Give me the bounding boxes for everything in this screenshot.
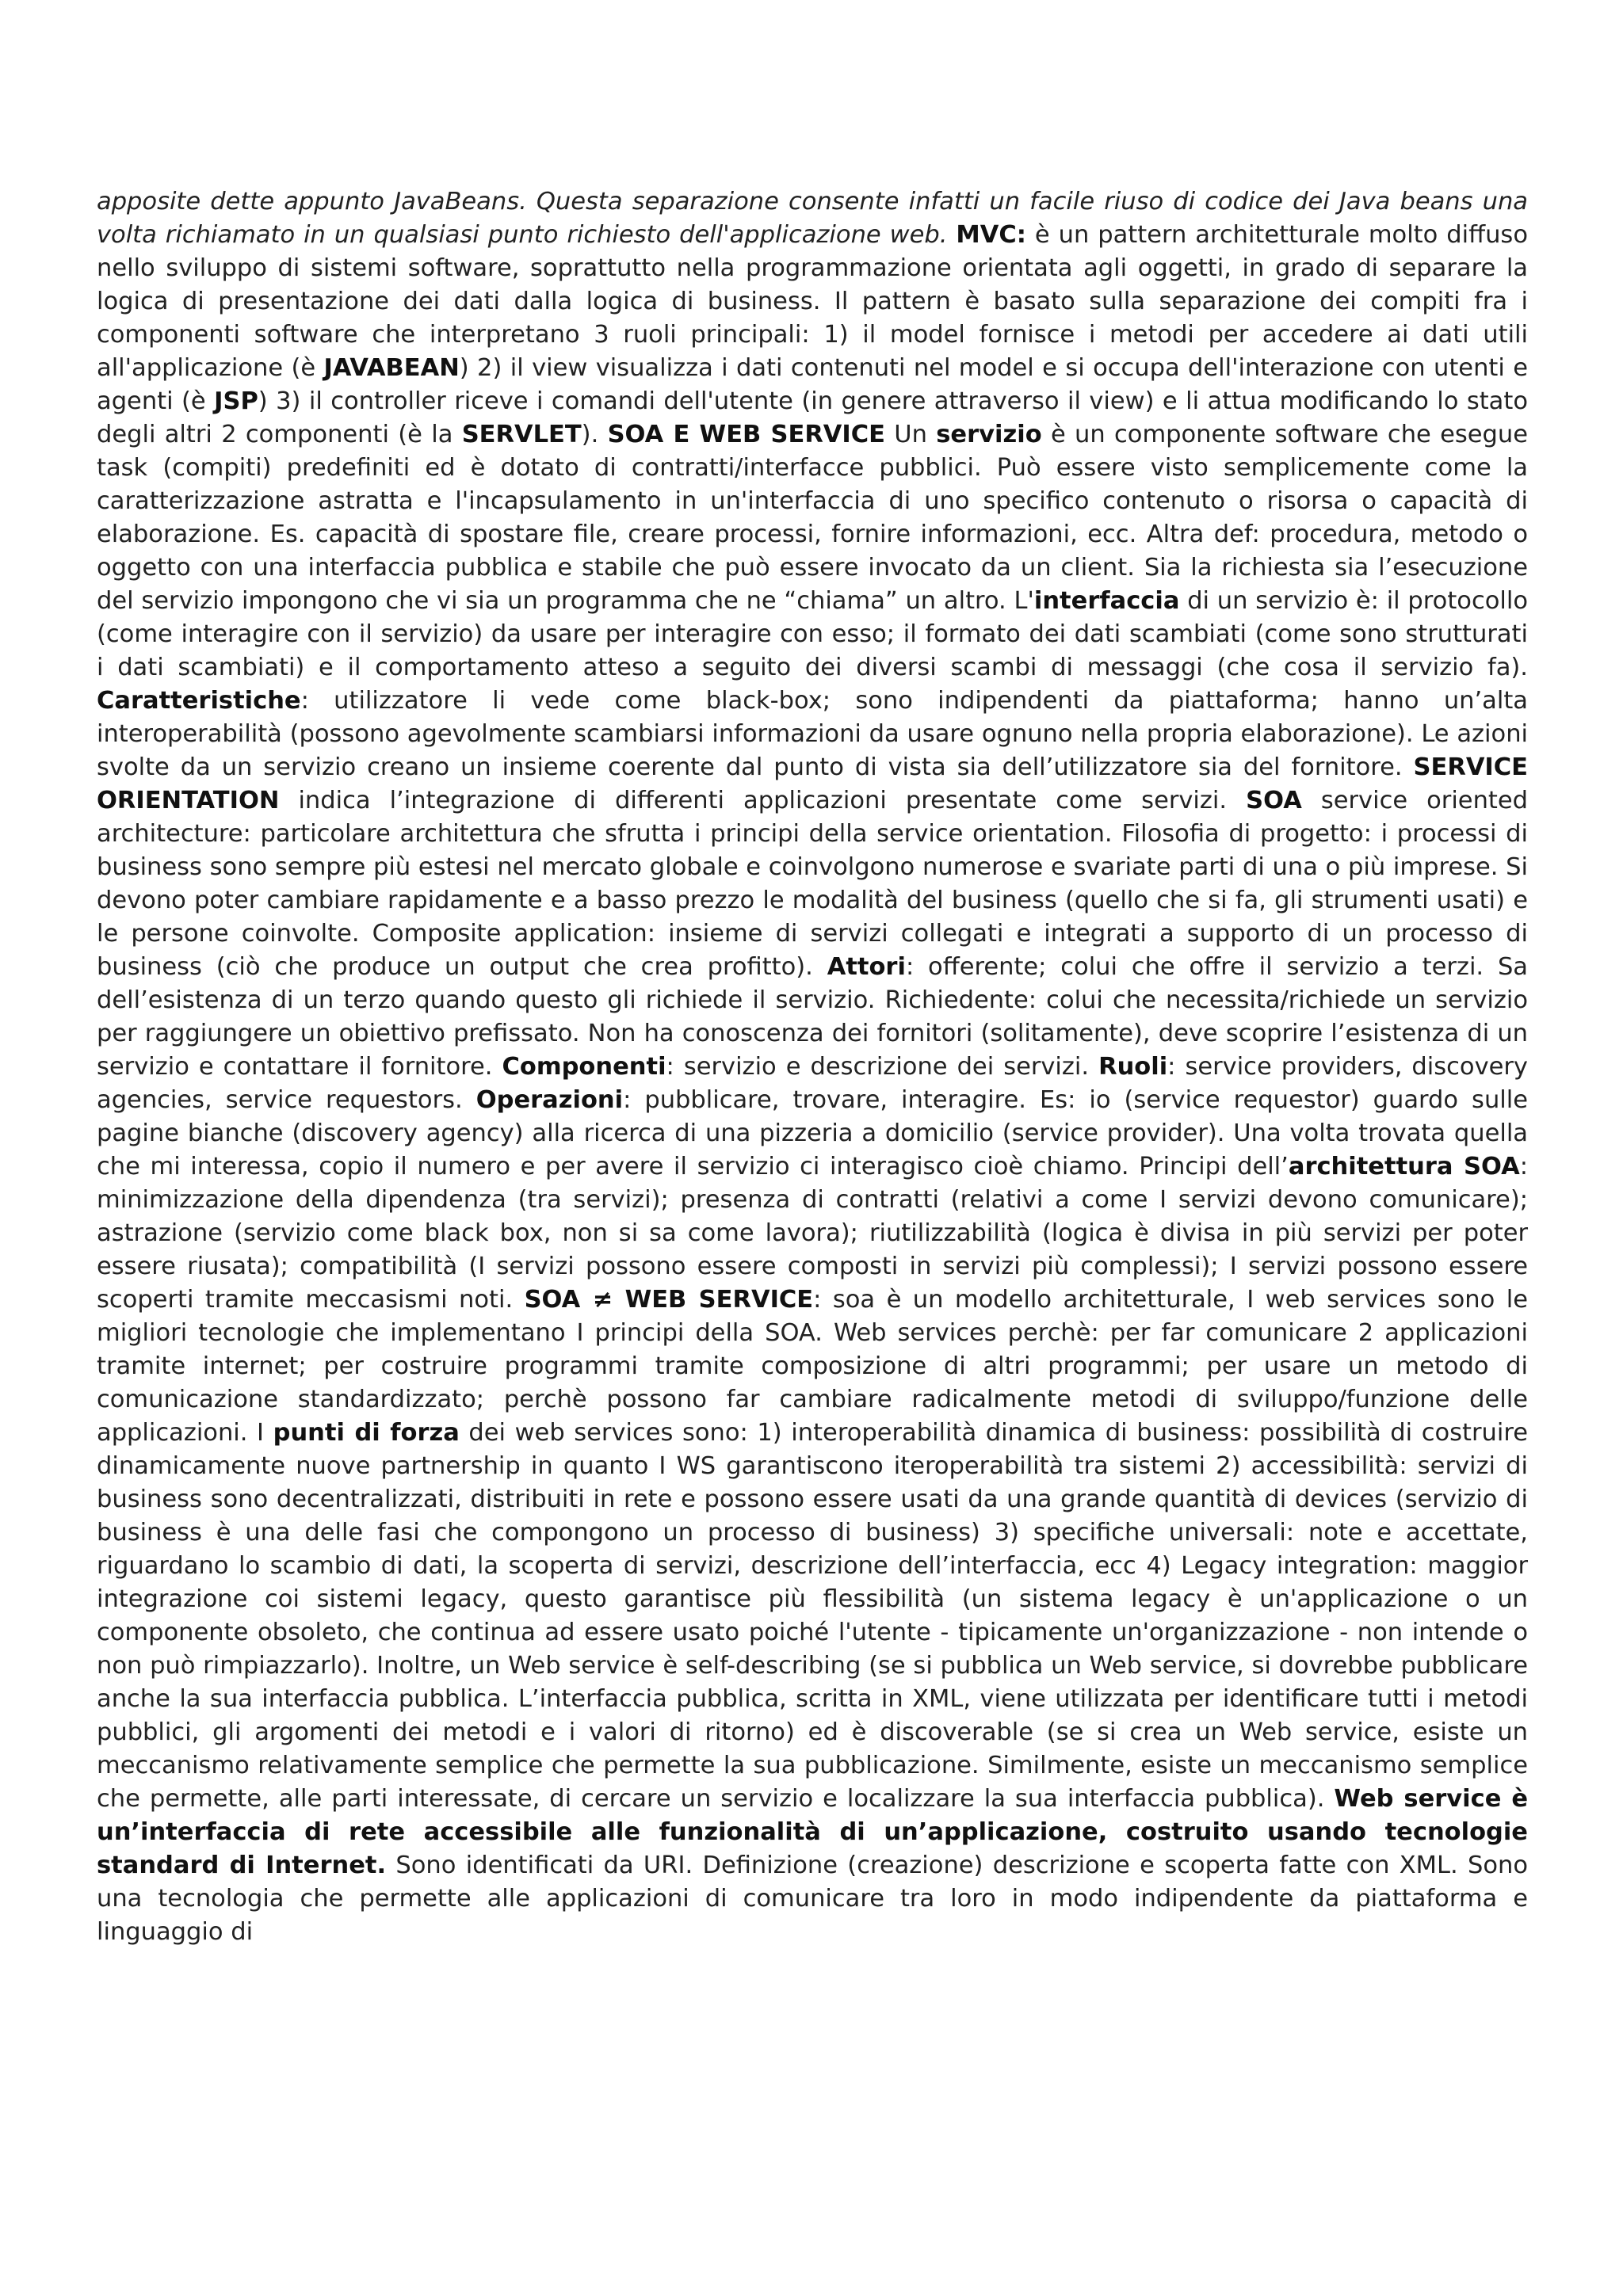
text-run: dei web services sono: 1) interoperabilità dinamica di business: possibilità di costruire dinamicamente nuove partnership in quanto I WS garantiscono iteroperabilità tra sistemi 2) accessibilità: servizi di business sono decentralizzati, distribuiti in rete e possono essere usati da una grande quantità di devices (servizio di business è una delle fasi che compongono un processo di business) 3) specifiche universali: note e accettate, riguardano lo scambio di dati, la scoperta di servizi, descrizione dell’interfaccia, ecc 4) Legacy integration: maggior integrazione coi sistemi legacy, questo garantisce più flessibilità (un sistema legacy è un'applicazione o un componente obsoleto, che continua ad essere usato poiché l'utente - tipicamente un'organizzazione - non intende o non può rimpiazzarlo). Inoltre, un Web service è self-describing (se si pubblica un Web service, si dovrebbe pubblicare anche la sua interfaccia pubblica. L’interfaccia pubblica, scritta in XML, viene utilizzata per identificare tutti i metodi pubblici, gli argomenti dei metodi e i valori di ritorno) ed è discoverable (se si crea un Web service, esiste un meccanismo relativamente semplice che permette la sua pubblicazione. Similmente, esiste un meccanismo semplice che permette, alle parti interessate, di cercare un servizio e localizzare la sua interfaccia pubblica).: [97, 1419, 1528, 1813]
bold-term: SOA E WEB SERVICE: [607, 421, 885, 448]
text-run: : servizio e descrizione dei servizi.: [666, 1053, 1099, 1081]
bold-term: Web service è un’interfaccia di rete accessibile alle funzionalità di un’applicazione, costruito usando tecnologie standard di Internet.: [97, 1785, 1528, 1879]
text-run: : pubblicare, trovare, interagire. Es: io (service requestor) guardo sulle pagine bianche (discovery agency) alla ricerca di una pizzeria a domicilio (service provider). Una volta trovata quella che mi interessa, copio il numero e per avere il servizio ci interagisco cioè chiamo. Principi dell’: [97, 1086, 1528, 1180]
text-run: indica l’integrazione di differenti applicazioni presentate come servizi.: [279, 787, 1247, 814]
text-run: Un: [884, 421, 937, 448]
text-run: service oriented architecture: particolare architettura che sfrutta i principi della service orientation. Filosofia di progetto: i processi di business sono sempre più estesi nel mercato globale e coinvolgono numerose e svariate parti di una o più imprese. Si devono poter cambiare rapidamente e a basso prezzo le modalità del business (quello che si fa, gli strumenti usati) e le persone coinvolte. Composite application: insieme di servizi collegati e integrati a supporto di un processo di business (ciò che produce un output che crea profitto).: [97, 787, 1528, 981]
text-run: [947, 221, 956, 249]
bold-term: SERVICE ORIENTATION: [97, 753, 1528, 814]
bold-term: architettura SOA: [1288, 1153, 1520, 1180]
text-run: : utilizzatore li vede come black-box; sono indipendenti da piattaforma; hanno un’alta interoperabilità (possono agevolmente scambiarsi informazioni da usare ognuno nella propria elaborazione). Le azioni svolte da un servizio creano un insieme coerente dal punto di vista sia dell’utilizzatore sia del fornitore.: [97, 687, 1528, 781]
text-run: : offerente; colui che offre il servizio a terzi. Sa dell’esistenza di un terzo quando questo gli richiede il servizio. Richiedente: colui che necessita/richiede un servizio per raggiungere un obiettivo prefissato. Non ha conoscenza dei fornitori (solitamente), deve scoprire l’esistenza di un servizio e contattare il fornitore.: [97, 953, 1528, 1081]
bold-term: punti di forza: [273, 1419, 460, 1447]
bold-term: Operazioni: [475, 1086, 624, 1114]
bold-term: interfaccia: [1033, 587, 1180, 615]
italic-text: apposite dette appunto JavaBeans. Questa separazione consente infatti un facile riuso di codice dei Java beans una volta richiamato in un qualsiasi punto richiesto dell'applicazione web.: [97, 188, 1528, 249]
bold-term: SOA ≠ WEB SERVICE: [524, 1286, 814, 1314]
bold-term: JAVABEAN: [323, 354, 460, 382]
text-run: di un servizio è: il protocollo (come interagire con il servizio) da usare per interagire con esso; il formato dei dati scambiati (come sono strutturati i dati scambiati) e il comportamento atteso a seguito dei diversi scambi di messaggi (che cosa il servizio fa).: [97, 587, 1528, 681]
text-run: : service providers, discovery agencies, service requestors.: [97, 1053, 1528, 1114]
text-run: è un componente software che esegue task (compiti) predefiniti ed è dotato di contratti/interfacce pubblici. Può essere visto semplicemente come la caratterizzazione astratta e l'incapsulamento in un'interfaccia di uno specifico contenuto o risorsa o capacità di elaborazione. Es. capacità di spostare file, creare processi, fornire informazioni, ecc. Altra def: procedura, metodo o oggetto con una interfaccia pubblica e stabile che può essere invocato da un client. Sia la richiesta sia l’esecuzione del servizio impongono che vi sia un programma che ne “chiama” un altro. L': [97, 421, 1528, 615]
bold-term: servizio: [936, 421, 1042, 448]
text-run: ) 2) il view visualizza i dati contenuti nel model e si occupa dell'interazione con utenti e agenti (è: [97, 354, 1528, 415]
text-run: Sono identificati da URI. Definizione (creazione) descrizione e scoperta fatte con XML. Sono una tecnologia che permette alle applicazioni di comunicare tra loro in modo indipendente da piattaforma e linguaggio di: [97, 1852, 1528, 1946]
bold-term: Componenti: [502, 1053, 666, 1081]
text-run: : soa è un modello architetturale, I web services sono le migliori tecnologie che implementano I principi della SOA. Web services perchè: per far comunicare 2 applicazioni tramite internet; per costruire programmi tramite composizione di altri programmi; per usare un metodo di comunicazione standardizzato; perchè possono far cambiare radicalmente metodi di sviluppo/funzione delle applicazioni. I: [97, 1286, 1528, 1447]
bold-term: SERVLET: [461, 421, 582, 448]
text-run: : minimizzazione della dipendenza (tra servizi); presenza di contratti (relativi a come I servizi devono comunicare); astrazione (servizio come black box, non si sa come lavora); riutilizzabilità (logica è divisa in più servizi per poter essere riusata); compatibilità (I servizi possono essere composti in servizi più complessi); I servizi possono essere scoperti tramite meccasismi noti.: [97, 1153, 1528, 1314]
bold-term: Attori: [827, 953, 906, 981]
bold-term: JSP: [214, 387, 258, 415]
bold-term: Ruoli: [1098, 1053, 1168, 1081]
body-text: [97, 185, 1528, 1949]
text-run: ).: [581, 421, 608, 448]
bold-term: SOA: [1246, 787, 1302, 814]
bold-term: Caratteristiche: [97, 687, 301, 715]
text-run: ) 3) il controller riceve i comandi dell'utente (in genere attraverso il view) e li attua modificando lo stato degli altri 2 componenti (è la: [97, 387, 1528, 448]
text-run: è un pattern architetturale molto diffuso nello sviluppo di sistemi software, soprattutto nella programmazione orientata agli oggetti, in grado di separare la logica di presentazione dei dati dalla logica di business. Il pattern è basato sulla separazione dei compiti fra i componenti software che interpretano 3 ruoli principali: 1) il model fornisce i metodi per accedere ai dati utili all'applicazione (è: [97, 221, 1528, 382]
bold-term: MVC:: [956, 221, 1026, 249]
